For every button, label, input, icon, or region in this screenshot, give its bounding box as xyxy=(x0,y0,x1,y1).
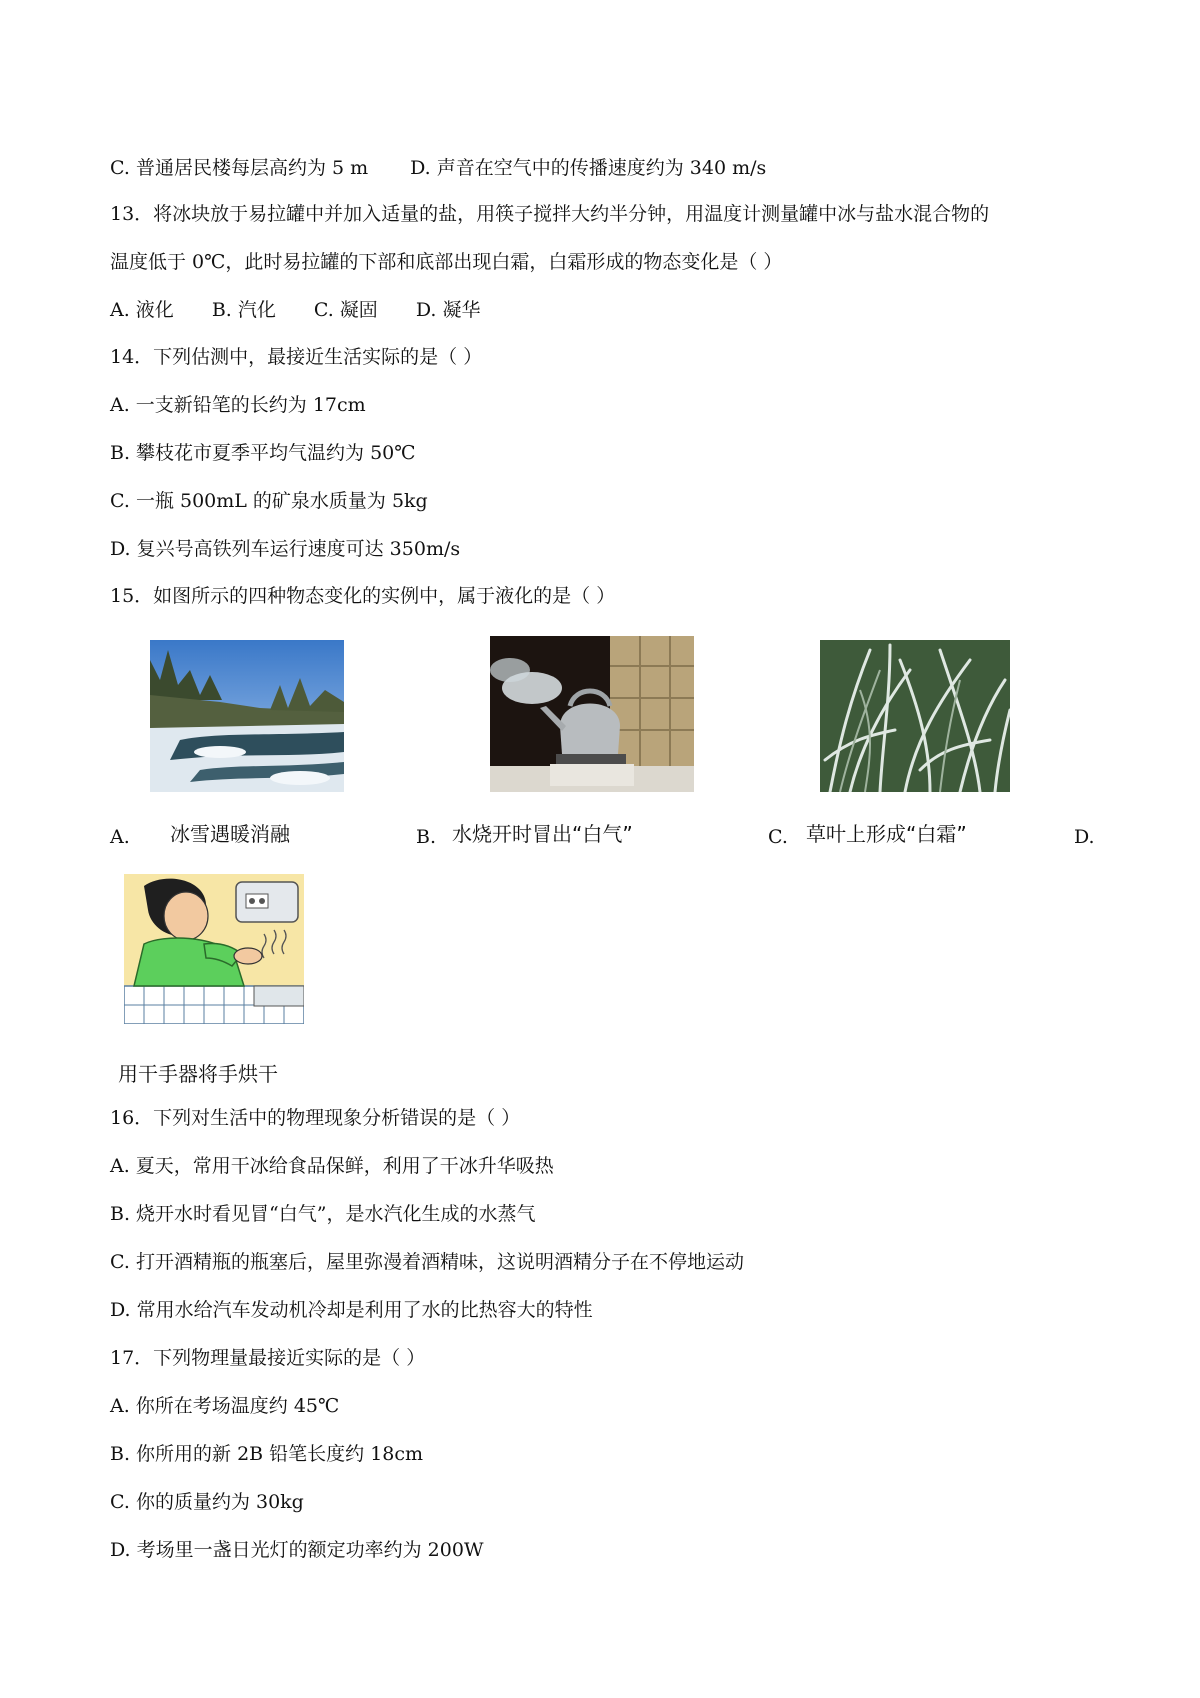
q16-option-c: C. 打开酒精瓶的瓶塞后，屋里弥漫着酒精味，这说明酒精分子在不停地运动 xyxy=(110,1251,744,1273)
q12-option-d: D. 声音在空气中的传播速度约为 340 m/s xyxy=(410,157,767,179)
q15-label-c: C. xyxy=(768,826,788,848)
q15-label-d: D. xyxy=(1074,826,1095,848)
q14-stem: 14．下列估测中，最接近生活实际的是（ ） xyxy=(110,346,483,368)
q17-stem: 17．下列物理量最接近实际的是（ ） xyxy=(110,1347,426,1369)
caption-c: 草叶上形成“白霜” xyxy=(806,822,967,846)
q13-stem-line1: 13．将冰块放于易拉罐中并加入适量的盐，用筷子搅拌大约半分钟，用温度计测量罐中冰与盐水混合物的 xyxy=(110,203,990,225)
q17-option-b: B. 你所用的新 2B 铅笔长度约 18cm xyxy=(110,1443,424,1465)
q13-options-line xyxy=(110,298,480,322)
caption-a: 冰雪遇暖消融 xyxy=(170,822,290,846)
q15-label-a: A. xyxy=(110,826,130,848)
q14-option-c: C. 一瓶 500mL 的矿泉水质量为 5kg xyxy=(110,490,428,512)
q15-label-b: B. xyxy=(416,826,437,848)
q12-options-line xyxy=(110,156,766,180)
hand-dryer-image xyxy=(124,874,304,1024)
frost-grass-image xyxy=(820,640,1010,792)
q14-option-d: D. 复兴号高铁列车运行速度可达 350m/s xyxy=(110,538,461,560)
q13-option-c: C. 凝固 xyxy=(313,299,378,321)
q17-option-c: C. 你的质量约为 30kg xyxy=(110,1491,304,1513)
q17-option-d: D. 考场里一盏日光灯的额定功率约为 200W xyxy=(110,1539,484,1561)
q16-stem: 16．下列对生活中的物理现象分析错误的是（ ） xyxy=(110,1107,521,1129)
q16-option-d: D. 常用水给汽车发动机冷却是利用了水的比热容大的特性 xyxy=(110,1299,593,1321)
q13-stem-line2: 温度低于 0℃，此时易拉罐的下部和底部出现白霜，白霜形成的物态变化是（ ） xyxy=(110,251,783,273)
q13-option-b: B. 汽化 xyxy=(211,299,276,321)
q13-option-a: A. 液化 xyxy=(110,299,174,321)
kettle-steam-image xyxy=(490,636,694,792)
q13-option-d: D. 凝华 xyxy=(415,299,481,321)
q14-option-b: B. 攀枝花市夏季平均气温约为 50℃ xyxy=(110,442,416,464)
caption-b: 水烧开时冒出“白气” xyxy=(452,822,633,846)
melting-snow-image xyxy=(150,640,344,792)
q17-option-a: A. 你所在考场温度约 45℃ xyxy=(110,1395,340,1417)
caption-d: 用干手器将手烘干 xyxy=(118,1062,278,1086)
q16-option-a: A. 夏天，常用干冰给食品保鲜，利用了干冰升华吸热 xyxy=(110,1155,554,1177)
q15-stem: 15．如图所示的四种物态变化的实例中，属于液化的是（ ） xyxy=(110,585,616,607)
q12-option-c: C. 普通居民楼每层高约为 5 m xyxy=(110,157,369,179)
q14-option-a: A. 一支新铅笔的长约为 17cm xyxy=(110,394,366,416)
q16-option-b: B. 烧开水时看见冒“白气”，是水汽化生成的水蒸气 xyxy=(110,1203,536,1225)
